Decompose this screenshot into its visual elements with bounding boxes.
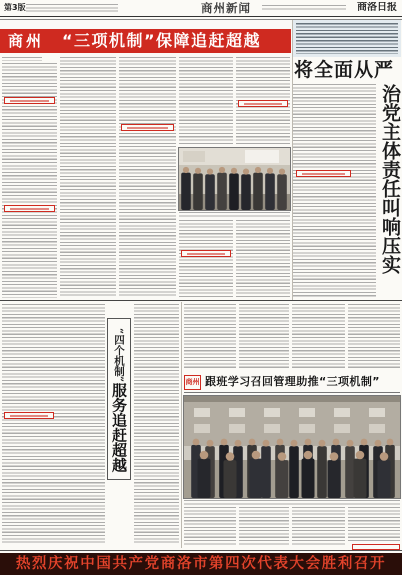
person-body (250, 459, 263, 498)
person-head (243, 169, 249, 175)
lower-left-story-column (134, 304, 179, 545)
photo-window (264, 424, 280, 433)
person-body (289, 446, 299, 498)
person-head (193, 439, 200, 446)
person-head (263, 440, 270, 447)
photo-roofline (184, 396, 400, 402)
person-body (317, 446, 327, 498)
person-head (252, 451, 261, 460)
person-head (305, 439, 312, 446)
photo-window (299, 408, 315, 417)
section-subhead (181, 250, 231, 257)
section-title: 商州新闻 (201, 1, 251, 15)
outdoor-group-photo-image (184, 396, 400, 498)
person-head (231, 168, 237, 174)
person-body (261, 446, 271, 498)
person-head (267, 168, 273, 174)
section-subhead (4, 97, 55, 104)
lead-story-column (119, 57, 176, 298)
section-subhead (121, 124, 174, 131)
continued-story-column (292, 304, 345, 368)
photo-window (369, 408, 385, 417)
person-figure (277, 169, 287, 211)
person-body (241, 174, 251, 210)
photo-caption (179, 212, 290, 217)
celebration-banner-text: 热烈庆祝中国共产党商洛市第四次代表大会胜利召开 (15, 556, 387, 572)
person-head (278, 452, 287, 461)
person-head (330, 452, 339, 461)
person-figure (265, 168, 275, 210)
lead-story-column (179, 57, 233, 145)
person-figure (253, 167, 263, 210)
person-figure (345, 440, 355, 498)
person-body (378, 460, 391, 498)
photo-window (334, 408, 350, 417)
lower-left-story-headline-box (107, 318, 131, 480)
person-head (255, 167, 261, 173)
person-figure (261, 440, 271, 498)
person-head (226, 452, 235, 461)
continued-story-column (239, 304, 289, 368)
group-photo-image (179, 148, 290, 210)
person-body (224, 460, 237, 498)
person-body (229, 173, 239, 210)
person-head (375, 440, 382, 447)
person-body (302, 459, 315, 498)
lead-story-column (179, 220, 233, 298)
person-figure (181, 167, 191, 210)
lower-right-story-column (292, 507, 345, 545)
person-head (333, 439, 340, 446)
masthead-rule (0, 16, 402, 17)
person-figure (193, 168, 203, 210)
person-body (354, 459, 367, 498)
lower-right-story-headline: 跟班学习召回管理助推“三项机制” (205, 375, 380, 388)
section-subhead (296, 170, 351, 177)
person-head (279, 169, 285, 175)
person-figure (205, 169, 215, 211)
person-body (328, 460, 341, 498)
section-subhead (4, 205, 55, 212)
side-story-body (293, 84, 376, 298)
header-date-text (262, 5, 346, 10)
newspaper-logo: 商洛日报 (357, 2, 397, 13)
lower-right-story-column (348, 507, 400, 543)
photo-window (369, 424, 385, 433)
section-subhead (238, 100, 288, 107)
person-head (249, 439, 256, 446)
person-body (253, 173, 263, 210)
footer-rule (0, 550, 402, 551)
photo-window (334, 424, 350, 433)
photo-window (264, 408, 280, 417)
person-head (195, 168, 201, 174)
lower-right-story-column (184, 507, 236, 545)
headline-rule (184, 392, 400, 393)
location-label: 商州 (184, 375, 201, 390)
header-meta-text (26, 4, 118, 12)
person-head (347, 440, 354, 447)
lead-story-banner (0, 29, 291, 53)
person-head (387, 439, 394, 446)
section-subhead (4, 412, 54, 419)
person-head (235, 440, 242, 447)
masthead-rule-thin (0, 19, 402, 20)
person-head (304, 451, 313, 460)
lower-left-story-headline (108, 321, 130, 479)
lower-right-story-column (239, 507, 289, 545)
person-head (319, 440, 326, 447)
person-body (277, 174, 287, 210)
photo-building (184, 396, 400, 446)
person-body (198, 459, 211, 498)
photo-window (229, 408, 245, 417)
photo-window (229, 424, 245, 433)
person-body (276, 460, 289, 498)
person-figure (241, 169, 251, 211)
continued-story-column (348, 304, 400, 368)
side-story-lead-text (296, 23, 398, 54)
person-head (380, 452, 389, 461)
person-body (193, 173, 203, 210)
person-body (265, 173, 275, 210)
person-figure (289, 440, 299, 498)
column-divider (181, 302, 182, 548)
person-head (221, 439, 228, 446)
person-body (345, 446, 355, 498)
person-head (207, 169, 213, 175)
lead-story-byline (2, 57, 42, 61)
lead-story-column (60, 57, 116, 298)
person-head (356, 451, 365, 460)
headline-quoted-part: “四个机制” (113, 327, 125, 383)
person-figure (217, 167, 227, 210)
lower-left-story-column (2, 304, 105, 545)
photo-board (183, 151, 205, 162)
page-number: 第3版 (4, 3, 26, 12)
person-head (200, 451, 209, 460)
person-head (183, 167, 189, 173)
person-body (181, 173, 191, 210)
photo-caption (184, 500, 400, 505)
celebration-banner (0, 553, 402, 575)
lower-right-story-photo (184, 396, 400, 498)
person-head (207, 440, 214, 447)
banner-headline: “三项机制”保障追赶超越 (62, 31, 262, 50)
person-body (217, 173, 227, 210)
section-divider (0, 300, 402, 301)
photo-window (194, 408, 210, 417)
continued-story-column (184, 304, 236, 368)
banner-location: 商州 (8, 32, 45, 50)
person-figure (317, 440, 327, 498)
photo-window (245, 150, 279, 163)
person-head (291, 440, 298, 447)
photo-window (299, 424, 315, 433)
side-story-headline-vertical: 治党主体责任叫响压实 (379, 84, 401, 274)
lead-story-column (236, 220, 290, 298)
photo-window (194, 424, 210, 433)
person-head (219, 167, 225, 173)
person-head (361, 439, 368, 446)
person-figure (229, 168, 239, 210)
side-story-headline: 将全面从严 (294, 59, 395, 81)
person-head (277, 439, 284, 446)
person-body (205, 174, 215, 210)
lead-story-photo (179, 148, 290, 210)
headline-main-part: 服务追赶超越 (110, 382, 128, 473)
